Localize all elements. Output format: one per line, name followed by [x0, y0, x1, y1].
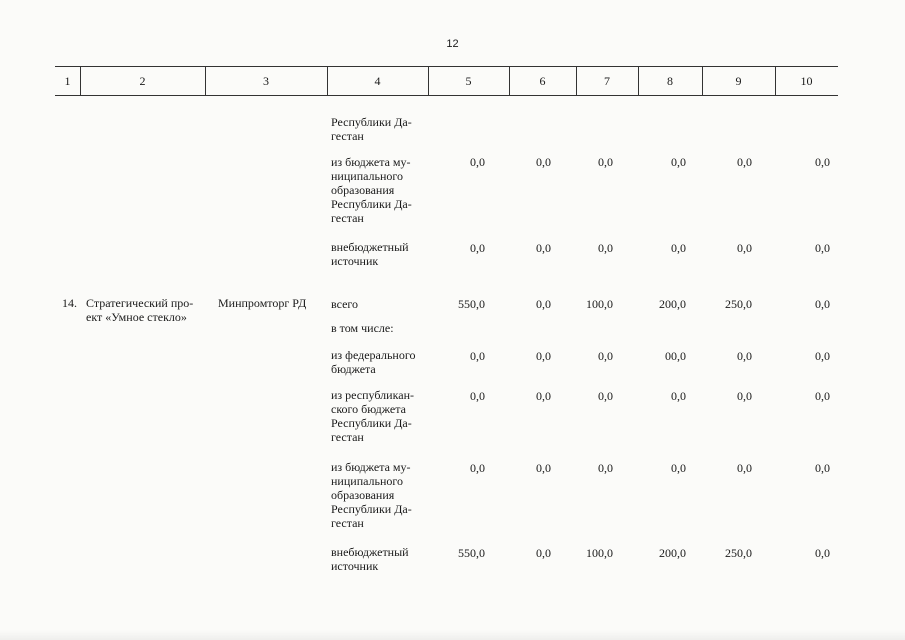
- value-cell: 0,0: [815, 349, 830, 363]
- header-col-3: 3: [263, 74, 269, 88]
- value-cell: 0,0: [536, 241, 551, 255]
- value-cell: 250,0: [725, 546, 752, 560]
- value-cell: 0,0: [598, 461, 613, 475]
- item-executor: Минпромторг РД: [218, 296, 307, 310]
- value-cell: 0,0: [470, 241, 485, 255]
- funding-source-label: из республикан- ского бюджета Республики Да- гестан: [331, 388, 414, 444]
- funding-source-label: внебюджетный источник: [331, 545, 409, 573]
- funding-source-label: из бюджета му- ниципального образования Республики Да- гестан: [331, 155, 412, 225]
- item-number: 14.: [62, 296, 77, 310]
- value-cell: 00,0: [665, 349, 686, 363]
- value-cell: 0,0: [815, 241, 830, 255]
- value-cell: 0,0: [470, 461, 485, 475]
- value-cell: 0,0: [536, 546, 551, 560]
- value-cell: 200,0: [659, 297, 686, 311]
- header-col-5: 5: [465, 74, 472, 88]
- value-cell: 0,0: [536, 461, 551, 475]
- header-col-6: 6: [539, 74, 546, 88]
- scan-shadow: [0, 630, 905, 640]
- value-cell: 0,0: [470, 349, 485, 363]
- value-cell: 0,0: [737, 389, 752, 403]
- value-cell: 0,0: [671, 241, 686, 255]
- value-cell: 0,0: [815, 155, 830, 169]
- value-cell: 0,0: [598, 155, 613, 169]
- value-cell: 0,0: [536, 389, 551, 403]
- value-cell: 0,0: [598, 389, 613, 403]
- value-cell: 0,0: [598, 241, 613, 255]
- value-cell: 550,0: [458, 297, 485, 311]
- funding-source-label: внебюджетный источник: [331, 240, 409, 268]
- value-cell: 100,0: [586, 297, 613, 311]
- page-number: 12: [446, 38, 459, 50]
- value-cell: 0,0: [470, 155, 485, 169]
- value-cell: 0,0: [737, 349, 752, 363]
- header-col-2: 2: [139, 74, 146, 88]
- funding-source-label: всего: [331, 297, 359, 311]
- header-col-1: 1: [64, 74, 71, 88]
- header-col-7: 7: [604, 74, 610, 88]
- value-cell: 0,0: [536, 155, 551, 169]
- funding-source-label: в том числе:: [331, 321, 394, 335]
- funding-source-label: из бюджета му- ниципального образования Республики Да- гестан: [331, 460, 412, 530]
- value-cell: 0,0: [671, 389, 686, 403]
- item-name: Стратегический про- ект «Умное стекло»: [86, 296, 194, 324]
- value-cell: 0,0: [598, 349, 613, 363]
- funding-source-label: Республики Да- гестан: [331, 115, 412, 143]
- value-cell: 0,0: [671, 155, 686, 169]
- value-cell: 100,0: [586, 546, 613, 560]
- value-cell: 0,0: [815, 297, 830, 311]
- value-cell: 0,0: [815, 389, 830, 403]
- value-cell: 0,0: [737, 155, 752, 169]
- value-cell: 0,0: [536, 297, 551, 311]
- value-cell: 250,0: [725, 297, 752, 311]
- value-cell: 0,0: [737, 241, 752, 255]
- value-cell: 550,0: [458, 546, 485, 560]
- funding-source-label: из федерального бюджета: [331, 348, 416, 376]
- header-col-8: 8: [667, 74, 673, 88]
- value-cell: 0,0: [536, 349, 551, 363]
- value-cell: 0,0: [737, 461, 752, 475]
- value-cell: 200,0: [659, 546, 686, 560]
- header-col-4: 4: [374, 74, 381, 88]
- value-cell: 0,0: [470, 389, 485, 403]
- table-header-row: [55, 66, 838, 96]
- value-cell: 0,0: [671, 461, 686, 475]
- header-col-10: 10: [800, 74, 813, 88]
- header-col-9: 9: [735, 74, 742, 88]
- value-cell: 0,0: [815, 546, 830, 560]
- value-cell: 0,0: [815, 461, 830, 475]
